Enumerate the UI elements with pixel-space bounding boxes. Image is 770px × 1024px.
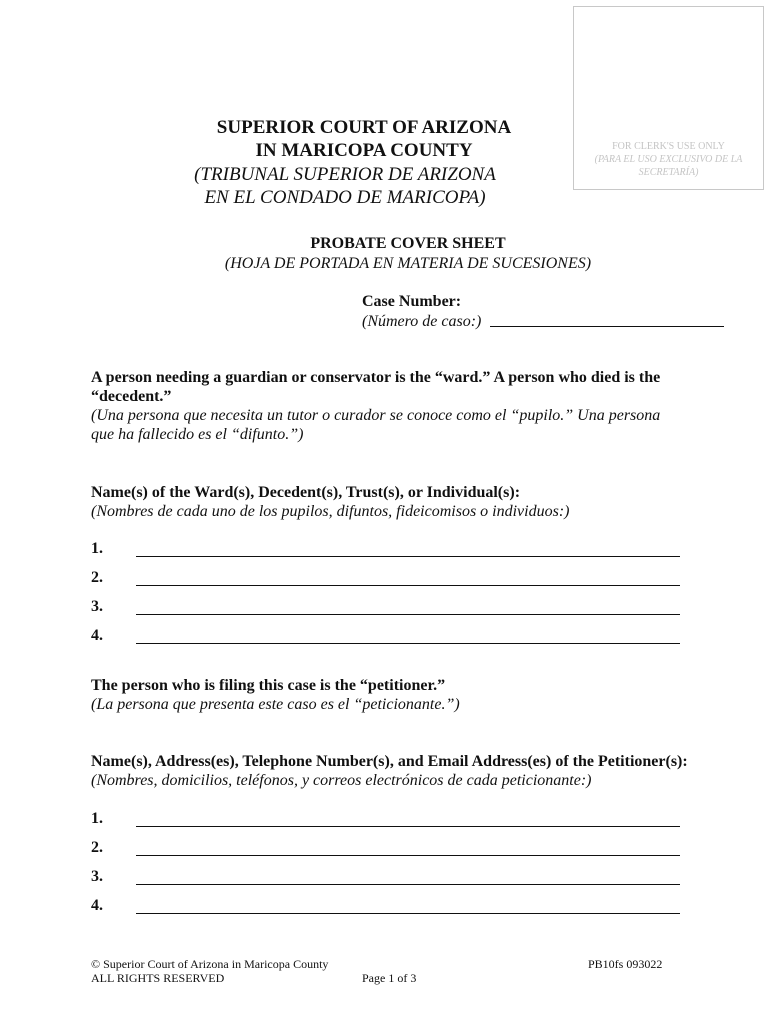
ward-row-number: 2. (91, 569, 103, 586)
sheet-title-es: (HOJA DE PORTADA EN MATERIA DE SUCESIONES) (224, 255, 592, 272)
petitioner-definition: The person who is filing this case is the “petitioner.” (91, 677, 446, 694)
ward-name-field[interactable] (136, 585, 680, 586)
petitioner-info-field[interactable] (136, 913, 680, 914)
definition-es-line2: que ha fallecido es el “difunto.”) (91, 426, 304, 443)
case-number-label: Case Number: (362, 293, 462, 310)
court-name-es-line2: EN EL CONDADO DE MARICOPA) (204, 187, 486, 208)
court-name-line1: SUPERIOR COURT OF ARIZONA (216, 117, 512, 138)
definition-line1: A person needing a guardian or conservator is the “ward.” A person who died is the (91, 369, 661, 386)
ward-row-number: 3. (91, 598, 103, 615)
definition-es-line1: (Una persona que necesita un tutor o curador se conoce como el “pupilo.” Una persona (91, 407, 661, 424)
petitioner-info-field[interactable] (136, 884, 680, 885)
petitioners-heading-es: (Nombres, domicilios, teléfonos, y correos electrónicos de cada peticionante:) (91, 772, 592, 789)
court-name-line2: IN MARICOPA COUNTY (255, 140, 473, 161)
footer-form-code: PB10fs 093022 (588, 957, 663, 971)
ward-name-field[interactable] (136, 556, 680, 557)
petitioner-row-number: 2. (91, 839, 103, 856)
wards-heading-es: (Nombres de cada uno de los pupilos, difuntos, fideicomisos o individuos:) (91, 503, 570, 520)
sheet-title: PROBATE COVER SHEET (310, 235, 506, 252)
petitioner-info-field[interactable] (136, 855, 680, 856)
footer-rights: ALL RIGHTS RESERVED (91, 971, 225, 985)
petitioner-info-field[interactable] (136, 826, 680, 827)
petitioner-row-number: 3. (91, 868, 103, 885)
petitioner-definition-es: (La persona que presenta este caso es el “peticionante.”) (91, 696, 460, 713)
ward-row-number: 4. (91, 627, 103, 644)
ward-name-field[interactable] (136, 643, 680, 644)
footer-page-number: Page 1 of 3 (362, 971, 417, 985)
court-name-es-line1: (TRIBUNAL SUPERIOR DE ARIZONA (194, 164, 496, 185)
footer-copyright: © Superior Court of Arizona in Maricopa County (91, 957, 329, 971)
ward-row-number: 1. (91, 540, 103, 557)
petitioner-row-number: 1. (91, 810, 103, 827)
clerk-label-en: FOR CLERK'S USE ONLY (612, 141, 725, 152)
wards-heading: Name(s) of the Ward(s), Decedent(s), Trust(s), or Individual(s): (91, 484, 521, 501)
definition-line2: “decedent.” (91, 388, 172, 405)
case-number-field[interactable] (490, 326, 724, 327)
case-number-label-es: (Número de caso:) (362, 313, 482, 330)
petitioner-row-number: 4. (91, 897, 103, 914)
clerk-label-es: (PARA EL USO EXCLUSIVO DE LA SECRETARÍA) (594, 154, 743, 178)
ward-name-field[interactable] (136, 614, 680, 615)
petitioners-heading: Name(s), Address(es), Telephone Number(s), and Email Address(es) of the Petitioner(s): (91, 753, 688, 770)
